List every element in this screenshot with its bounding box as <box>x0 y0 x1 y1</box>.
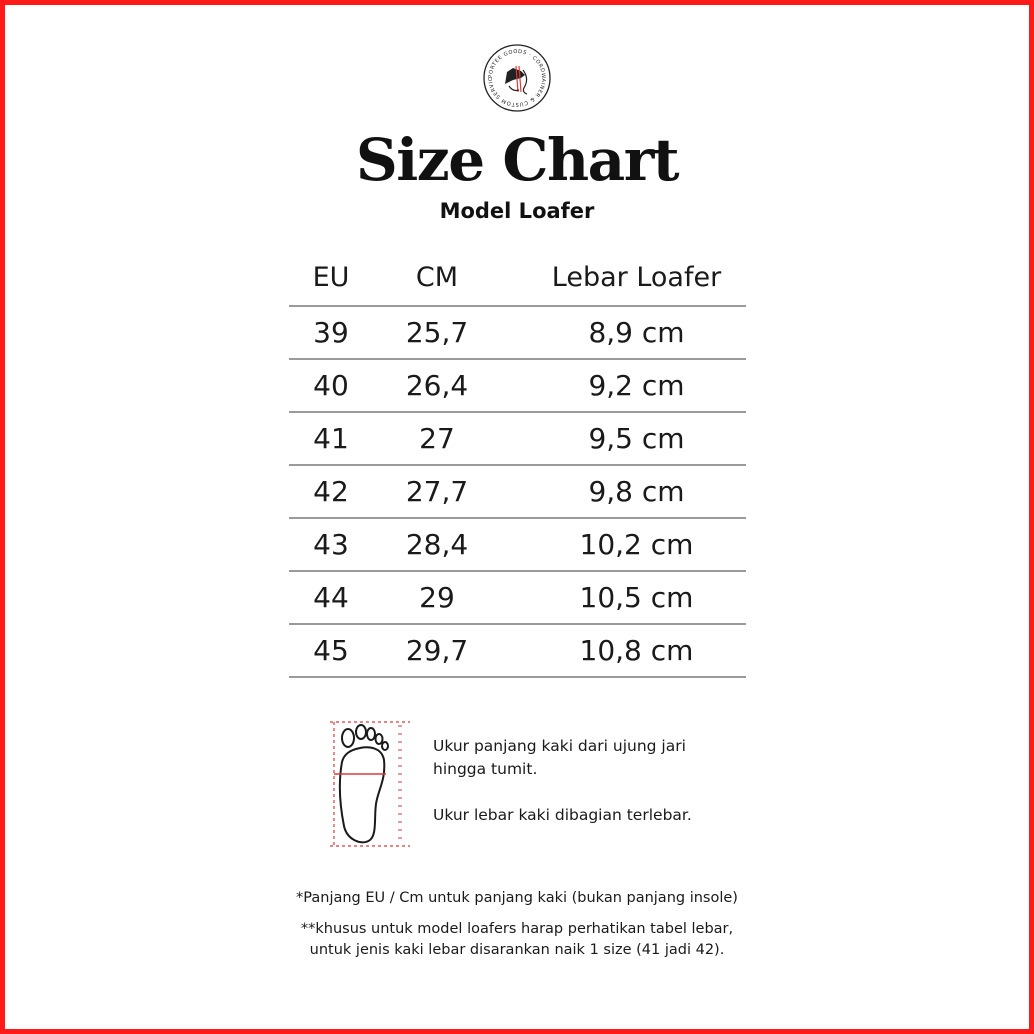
cell-cm: 29 <box>419 581 455 614</box>
shoe-and-needle-icon <box>505 66 527 94</box>
table-row <box>289 625 746 678</box>
page-subtitle: Model Loafer <box>439 199 595 223</box>
note-width: Ukur lebar kaki dibagian terlebar. <box>433 806 692 824</box>
svg-text:PORTEE GOODS · CORDWAINER & CU: PORTEE GOODS · CORDWAINER & CUSTOM SERVIC <box>487 48 547 108</box>
cell-width: 9,8 cm <box>588 475 685 508</box>
cell-width: 10,5 cm <box>579 581 694 614</box>
table-row <box>289 466 746 519</box>
header-cm: CM <box>415 262 459 293</box>
cell-eu: 40 <box>313 369 349 402</box>
footnotes <box>0 888 1034 961</box>
footnote-2: **khusus untuk model loafers harap perhatikan tabel lebar, <box>300 921 734 937</box>
table-row <box>289 519 746 572</box>
cell-width: 10,8 cm <box>579 634 694 667</box>
cell-eu: 43 <box>313 528 349 561</box>
cell-eu: 42 <box>313 475 349 508</box>
cell-width: 8,9 cm <box>588 316 685 349</box>
table-row <box>289 307 746 360</box>
footnote-3: untuk jenis kaki lebar disarankan naik 1 size (41 jadi 42). <box>309 942 725 958</box>
cell-eu: 45 <box>313 634 349 667</box>
cell-eu: 41 <box>313 422 349 455</box>
header-width: Lebar Loafer <box>551 262 722 293</box>
cell-cm: 26,4 <box>405 369 469 402</box>
cell-width: 9,2 cm <box>588 369 685 402</box>
cell-cm: 27 <box>419 422 455 455</box>
cell-cm: 28,4 <box>405 528 469 561</box>
cell-cm: 25,7 <box>405 316 469 349</box>
cell-cm: 29,7 <box>405 634 469 667</box>
cell-eu: 44 <box>313 581 349 614</box>
cell-cm: 27,7 <box>405 475 469 508</box>
brand-logo <box>483 44 551 112</box>
measure-notes <box>433 735 743 827</box>
size-table <box>289 250 746 678</box>
table-row <box>289 413 746 466</box>
table-header-row <box>289 250 746 307</box>
footnote-1: *Panjang EU / Cm untuk panjang kaki (bukan panjang insole) <box>296 890 738 906</box>
table-row <box>289 360 746 413</box>
cell-width: 10,2 cm <box>579 528 694 561</box>
cell-width: 9,5 cm <box>588 422 685 455</box>
table-row <box>289 572 746 625</box>
cell-eu: 39 <box>313 316 349 349</box>
foot-measure-icon <box>320 714 420 854</box>
page-title: Size Chart <box>355 126 679 194</box>
note-length: Ukur panjang kaki dari ujung jari hingga tumit. <box>433 737 686 778</box>
header-eu: EU <box>312 262 350 293</box>
